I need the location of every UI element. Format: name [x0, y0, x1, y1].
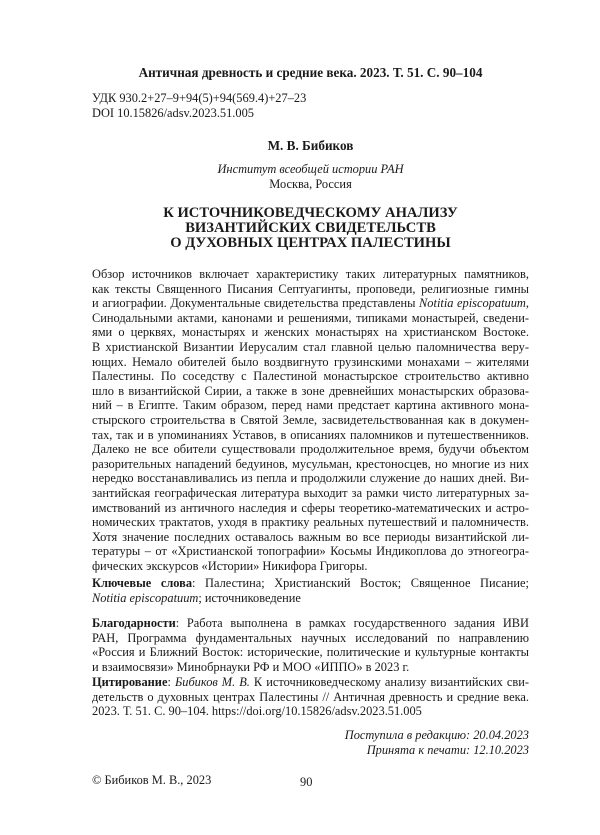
- ack-line: «Россия и Ближний Восток: исторические, политические и культурные контакты: [92, 645, 529, 660]
- abstract-line: имствований из античного наследия и сферы теоретико-математических и астро-: [92, 501, 529, 516]
- dates: [92, 728, 529, 757]
- city: Москва, Россия: [92, 177, 529, 192]
- udk: УДК 930.2+27–9+94(5)+94(569.4)+27–23: [92, 91, 306, 106]
- abstract-line: тературы – от «Христианской топографии» Косьмы Индикоплова до этногеогра-: [92, 544, 529, 559]
- abstract-line: Далеко не все обители существовали продолжительное время, будучи объектом: [92, 442, 529, 457]
- received-date: Поступила в редакцию: 20.04.2023: [92, 728, 529, 743]
- ack-label: Благодарности: [92, 616, 176, 630]
- citation-author: Бибиков М. В.: [175, 675, 250, 689]
- abstract-line: ющих. Немало обителей было воздвигнуто грузинскими монахами – жителями: [92, 355, 529, 370]
- citation-line: К источниковедческому анализу византийских сви-: [250, 675, 529, 689]
- citation-label: Цитирование: [92, 675, 167, 689]
- keywords: [92, 576, 529, 605]
- keywords-text: : Палестина; Христианский Восток; Священное Писание;: [192, 576, 529, 590]
- ack-line: РАН, Программа фундаментальных научных исследований по направлению: [92, 631, 529, 646]
- abstract-line: как тексты Священного Писания Септуагинты, проповеди, религиозные гимны: [92, 282, 529, 297]
- abstract-line: тах, так и в упоминаниях Уставов, в описаниях паломников и путешественников.: [92, 428, 529, 443]
- abstract-line: В христианской Византии Иерусалим стал главной целью паломничества веру-: [92, 340, 529, 355]
- abstract-line: разорительных нападений бедуинов, мусульман, крестоносцев, но многие из них: [92, 457, 529, 472]
- doi: DOI 10.15826/adsv.2023.51.005: [92, 106, 254, 121]
- abstract-line: [92, 296, 529, 311]
- abstract: [92, 267, 529, 573]
- citation-line: 2023. Т. 51. С. 90–104. https://doi.org/10.15826/adsv.2023.51.005: [92, 704, 529, 719]
- page-number: 90: [300, 775, 312, 790]
- abstract-line: фических экскурсов «Истории» Никифора Григоры.: [92, 559, 529, 574]
- title-line: К ИСТОЧНИКОВЕДЧЕСКОМУ АНАЛИЗУ: [92, 206, 529, 221]
- journal-header: Античная древность и средние века. 2023. Т. 51. С. 90–104: [92, 65, 529, 81]
- citation: [92, 675, 529, 719]
- abstract-line: ями о церквях, монастырях и женских монастырях на христианском Востоке.: [92, 325, 529, 340]
- acknowledgments: [92, 616, 529, 674]
- ack-line: : Работа выполнена в рамках государственного задания ИВИ: [176, 616, 529, 630]
- keywords-label: Ключевые слова: [92, 576, 192, 590]
- accepted-date: Принята к печати: 12.10.2023: [92, 743, 529, 758]
- abstract-line: Синодальными актами, канонами и решениями, типиками монастырей, сведени-: [92, 311, 529, 326]
- title-line: О ДУХОВНЫХ ЦЕНТРАХ ПАЛЕСТИНЫ: [92, 236, 529, 251]
- citation-sep: :: [167, 675, 174, 689]
- abstract-line: номических трактатов, уходя в практику реальных путешествий и паломничеств.: [92, 515, 529, 530]
- abstract-line: зантийская географическая литература выходит за рамки чисто литературных за-: [92, 486, 529, 501]
- keywords-italic: Notitia episcopatuum: [92, 591, 198, 605]
- abstract-text: ,: [526, 296, 529, 310]
- abstract-text: и агиографии. Документальные свидетельства представлены: [92, 296, 419, 310]
- abstract-line: ний – в Египте. Таким образом, перед нами предстает картина активного мона-: [92, 398, 529, 413]
- abstract-line: Палестины. По соседству с Палестиной монастырское строительство активно: [92, 369, 529, 384]
- abstract-line: Хотя значение последних оставалось важным во все периоды византийской ли-: [92, 530, 529, 545]
- copyright: © Бибиков М. В., 2023: [92, 773, 211, 788]
- abstract-line: Обзор источников включает характеристику таких литературных памятников,: [92, 267, 529, 282]
- ack-line: и взаимосвязи» Минобрнауки РФ и МОО «ИППО» в 2023 г.: [92, 660, 529, 675]
- keywords-rest: ; источниковедение: [198, 591, 301, 605]
- author: М. В. Бибиков: [92, 138, 529, 154]
- abstract-line: стырского строительства в Святой Земле, засвидетельствованная как в докумен-: [92, 413, 529, 428]
- citation-line: детельств о духовных центрах Палестины // Античная древность и средние века.: [92, 690, 529, 705]
- abstract-line: шло в византийской Сирии, а также в зоне древнейших монастырских образова-: [92, 384, 529, 399]
- abstract-line: нередко восстанавливались из пепла и продолжили служение до наших дней. Ви-: [92, 471, 529, 486]
- abstract-italic: Notitia episcopatuum: [419, 296, 526, 310]
- institute: Институт всеобщей истории РАН: [92, 162, 529, 177]
- article-title: [92, 206, 529, 250]
- title-line: ВИЗАНТИЙСКИХ СВИДЕТЕЛЬСТВ: [92, 221, 529, 236]
